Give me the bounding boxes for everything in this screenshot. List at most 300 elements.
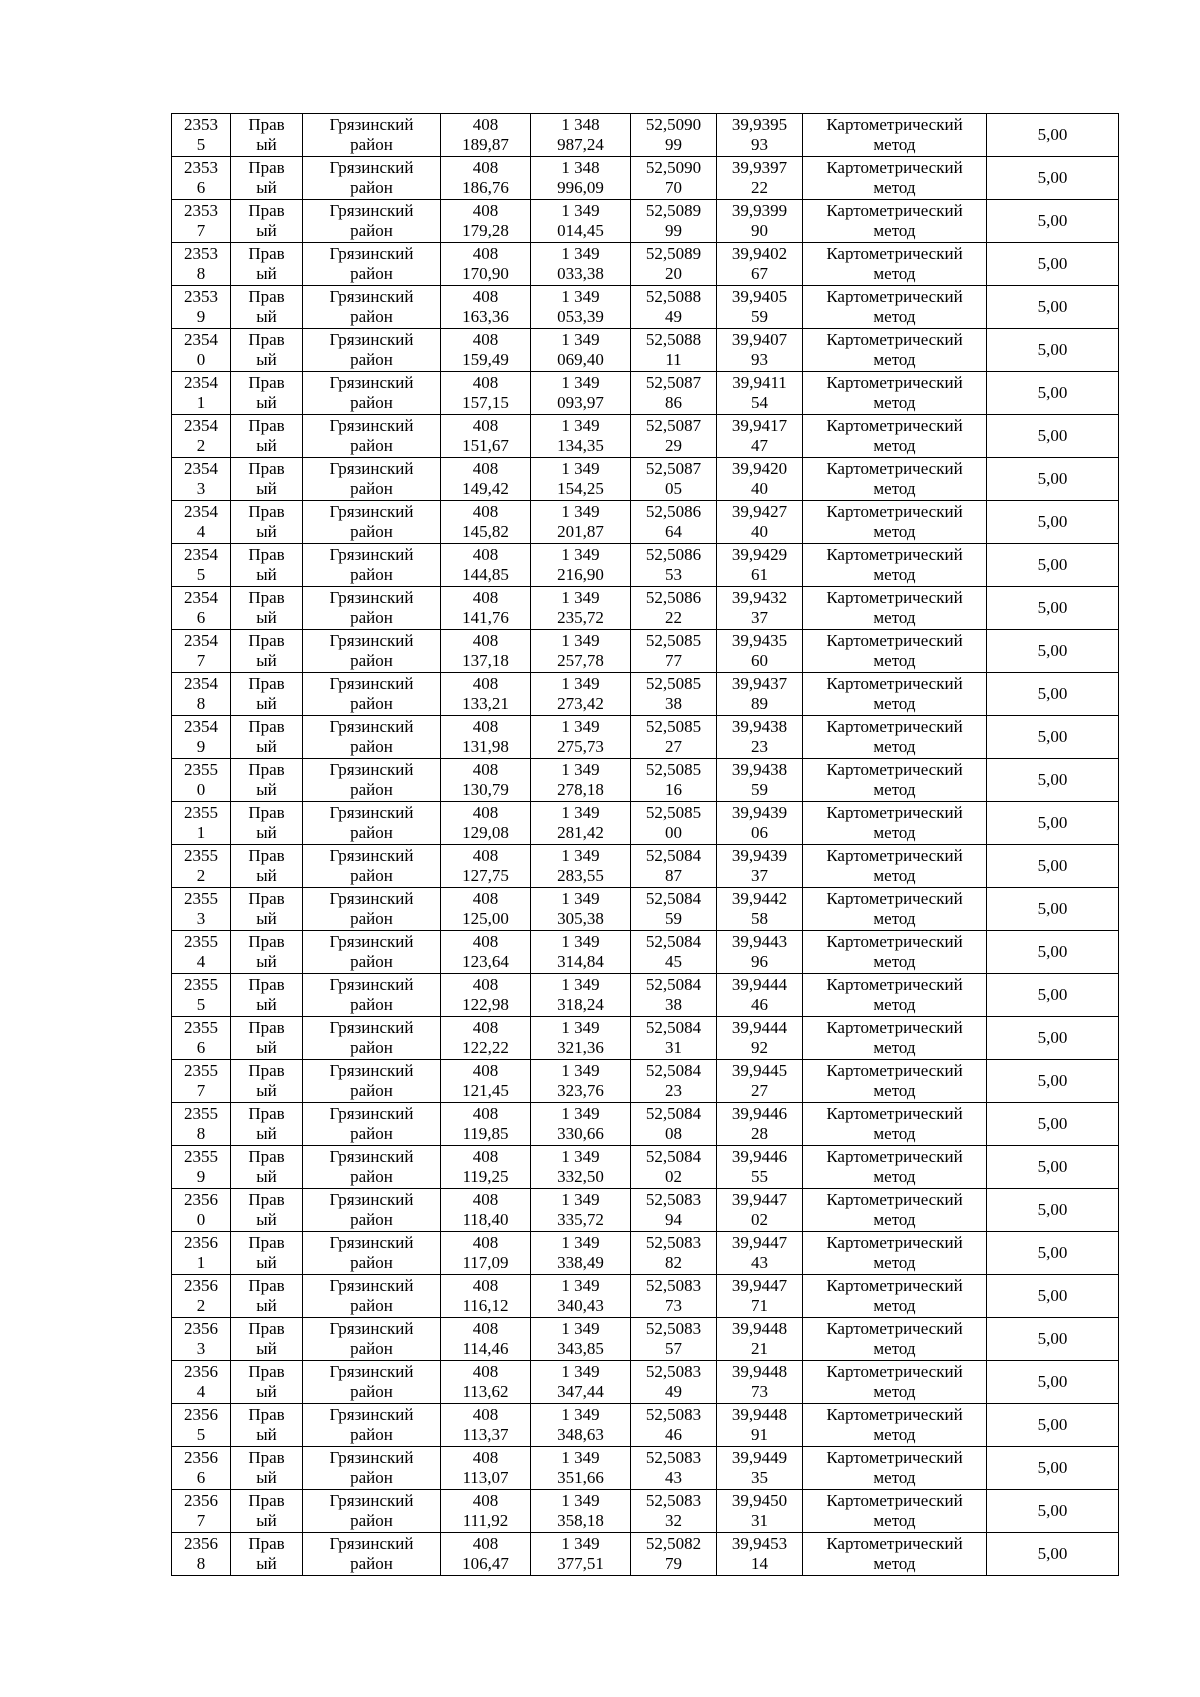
method-cell xyxy=(803,1404,987,1447)
method-cell-line: метод xyxy=(873,221,916,240)
table-row xyxy=(172,630,1119,673)
coord-y-cell-line: 275,73 xyxy=(557,737,604,756)
bank-side-cell-line: Прав xyxy=(248,1018,285,1037)
accuracy-cell: 5,00 xyxy=(987,200,1119,243)
method-cell-line: метод xyxy=(873,1339,916,1358)
district-cell-line: Грязинский xyxy=(329,1319,414,1338)
bank-side-cell xyxy=(231,974,303,1017)
point-number-cell-line: 2356 xyxy=(184,1362,218,1381)
coord-y-cell-line: 154,25 xyxy=(557,479,604,498)
table-row xyxy=(172,1361,1119,1404)
method-cell-line: Картометрический xyxy=(826,244,963,263)
point-number-cell-line: 7 xyxy=(196,1511,206,1530)
table-row xyxy=(172,114,1119,157)
bank-side-cell-line: ый xyxy=(256,1081,277,1100)
method-cell-line: Картометрический xyxy=(826,201,963,220)
point-number-cell-line: 4 xyxy=(196,952,206,971)
latitude-cell xyxy=(631,1017,717,1060)
latitude-cell-line: 99 xyxy=(665,221,682,240)
point-number-cell-line: 2354 xyxy=(184,545,218,564)
accuracy-cell: 5,00 xyxy=(987,845,1119,888)
longitude-cell-line: 39,9427 xyxy=(731,502,788,521)
coord-x-cell-line: 151,67 xyxy=(462,436,509,455)
coord-x-cell-line: 408 xyxy=(472,1448,499,1467)
accuracy-cell: 5,00 xyxy=(987,286,1119,329)
accuracy-cell: 5,00 xyxy=(987,243,1119,286)
table-row xyxy=(172,544,1119,587)
point-number-cell xyxy=(172,1361,231,1404)
bank-side-cell xyxy=(231,372,303,415)
point-number-cell-line: 8 xyxy=(196,1554,206,1573)
bank-side-cell-line: Прав xyxy=(248,1405,285,1424)
latitude-cell-line: 52,5089 xyxy=(645,201,702,220)
longitude-cell-line: 31 xyxy=(751,1511,768,1530)
point-number-cell xyxy=(172,759,231,802)
point-number-cell xyxy=(172,1318,231,1361)
point-number-cell-line: 2355 xyxy=(184,1147,218,1166)
district-cell xyxy=(303,587,441,630)
method-cell-line: метод xyxy=(873,1124,916,1143)
accuracy-cell: 5,00 xyxy=(987,1189,1119,1232)
coord-y-cell-line: 257,78 xyxy=(557,651,604,670)
district-cell xyxy=(303,1017,441,1060)
method-cell-line: Картометрический xyxy=(826,459,963,478)
point-number-cell-line: 2 xyxy=(196,436,206,455)
coord-x-cell-line: 408 xyxy=(472,330,499,349)
method-cell xyxy=(803,1017,987,1060)
district-cell-line: район xyxy=(350,1382,393,1401)
coord-y-cell-line: 343,85 xyxy=(557,1339,604,1358)
point-number-cell-line: 2 xyxy=(196,1296,206,1315)
coord-x-cell xyxy=(441,458,531,501)
coord-y-cell-line: 1 349 xyxy=(561,1448,600,1467)
point-number-cell-line: 3 xyxy=(196,1339,206,1358)
coord-x-cell xyxy=(441,1103,531,1146)
coord-x-cell xyxy=(441,544,531,587)
latitude-cell xyxy=(631,587,717,630)
coord-x-cell xyxy=(441,1318,531,1361)
latitude-cell xyxy=(631,630,717,673)
coord-y-cell-line: 321,36 xyxy=(557,1038,604,1057)
district-cell-line: район xyxy=(350,1511,393,1530)
coord-y-cell-line: 1 349 xyxy=(561,1491,600,1510)
bank-side-cell-line: ый xyxy=(256,694,277,713)
table-row xyxy=(172,501,1119,544)
method-cell xyxy=(803,157,987,200)
longitude-cell-line: 93 xyxy=(751,135,768,154)
longitude-cell-line: 39,9447 xyxy=(731,1233,788,1252)
latitude-cell xyxy=(631,329,717,372)
point-number-cell xyxy=(172,1146,231,1189)
method-cell xyxy=(803,673,987,716)
coord-x-cell-line: 408 xyxy=(472,1147,499,1166)
longitude-cell xyxy=(717,716,803,759)
coord-y-cell-line: 278,18 xyxy=(557,780,604,799)
bank-side-cell xyxy=(231,1318,303,1361)
longitude-cell xyxy=(717,200,803,243)
table-body xyxy=(172,114,1119,1576)
coord-x-cell xyxy=(441,587,531,630)
method-cell-line: Картометрический xyxy=(826,846,963,865)
bank-side-cell xyxy=(231,845,303,888)
method-cell-line: метод xyxy=(873,1554,916,1573)
latitude-cell-line: 73 xyxy=(665,1296,682,1315)
latitude-cell-line: 45 xyxy=(665,952,682,971)
coord-x-cell-line: 408 xyxy=(472,459,499,478)
longitude-cell-line: 96 xyxy=(751,952,768,971)
bank-side-cell xyxy=(231,1533,303,1576)
coord-y-cell-line: 323,76 xyxy=(557,1081,604,1100)
district-cell xyxy=(303,759,441,802)
method-cell-line: Картометрический xyxy=(826,1448,963,1467)
latitude-cell xyxy=(631,1404,717,1447)
bank-side-cell-line: Прав xyxy=(248,631,285,650)
table-row xyxy=(172,845,1119,888)
district-cell xyxy=(303,243,441,286)
table-row xyxy=(172,157,1119,200)
district-cell-line: Грязинский xyxy=(329,158,414,177)
method-cell xyxy=(803,544,987,587)
district-cell-line: Грязинский xyxy=(329,1276,414,1295)
longitude-cell xyxy=(717,372,803,415)
coord-y-cell-line: 1 349 xyxy=(561,717,600,736)
method-cell xyxy=(803,1490,987,1533)
accuracy-cell: 5,00 xyxy=(987,1103,1119,1146)
bank-side-cell xyxy=(231,1189,303,1232)
coord-x-cell xyxy=(441,329,531,372)
method-cell-line: метод xyxy=(873,909,916,928)
coord-x-cell-line: 408 xyxy=(472,1061,499,1080)
latitude-cell-line: 16 xyxy=(665,780,682,799)
latitude-cell-line: 38 xyxy=(665,694,682,713)
bank-side-cell xyxy=(231,587,303,630)
point-number-cell-line: 6 xyxy=(196,178,206,197)
table-row xyxy=(172,1404,1119,1447)
bank-side-cell xyxy=(231,1361,303,1404)
method-cell-line: метод xyxy=(873,1081,916,1100)
bank-side-cell xyxy=(231,114,303,157)
district-cell xyxy=(303,501,441,544)
district-cell-line: Грязинский xyxy=(329,1147,414,1166)
longitude-cell-line: 67 xyxy=(751,264,768,283)
coord-y-cell-line: 1 349 xyxy=(561,1276,600,1295)
accuracy-cell: 5,00 xyxy=(987,931,1119,974)
bank-side-cell-line: ый xyxy=(256,1253,277,1272)
coord-y-cell-line: 1 349 xyxy=(561,975,600,994)
latitude-cell xyxy=(631,1060,717,1103)
latitude-cell-line: 52,5084 xyxy=(645,1147,702,1166)
longitude-cell xyxy=(717,888,803,931)
point-number-cell-line: 8 xyxy=(196,694,206,713)
coord-y-cell-line: 1 349 xyxy=(561,330,600,349)
longitude-cell-line: 23 xyxy=(751,737,768,756)
district-cell-line: район xyxy=(350,479,393,498)
point-number-cell xyxy=(172,673,231,716)
latitude-cell xyxy=(631,1318,717,1361)
latitude-cell xyxy=(631,1146,717,1189)
longitude-cell-line: 40 xyxy=(751,522,768,541)
method-cell-line: метод xyxy=(873,565,916,584)
district-cell-line: район xyxy=(350,1038,393,1057)
coord-x-cell xyxy=(441,1490,531,1533)
coord-y-cell-line: 1 349 xyxy=(561,545,600,564)
point-number-cell xyxy=(172,544,231,587)
coord-x-cell xyxy=(441,802,531,845)
latitude-cell-line: 52,5085 xyxy=(645,717,702,736)
coord-x-cell xyxy=(441,759,531,802)
coord-y-cell-line: 069,40 xyxy=(557,350,604,369)
latitude-cell-line: 52,5084 xyxy=(645,846,702,865)
district-cell-line: Грязинский xyxy=(329,1448,414,1467)
latitude-cell-line: 52,5089 xyxy=(645,244,702,263)
district-cell xyxy=(303,845,441,888)
latitude-cell-line: 38 xyxy=(665,995,682,1014)
point-number-cell-line: 2356 xyxy=(184,1448,218,1467)
latitude-cell-line: 86 xyxy=(665,393,682,412)
coord-x-cell-line: 111,92 xyxy=(462,1511,509,1530)
coord-y-cell-line: 033,38 xyxy=(557,264,604,283)
coord-y-cell-line: 987,24 xyxy=(557,135,604,154)
bank-side-cell-line: Прав xyxy=(248,975,285,994)
point-number-cell xyxy=(172,587,231,630)
district-cell-line: район xyxy=(350,436,393,455)
latitude-cell-line: 52,5083 xyxy=(645,1233,702,1252)
latitude-cell-line: 52,5083 xyxy=(645,1362,702,1381)
longitude-cell-line: 39,9405 xyxy=(731,287,788,306)
bank-side-cell xyxy=(231,888,303,931)
coord-y-cell xyxy=(531,415,631,458)
bank-side-cell-line: Прав xyxy=(248,158,285,177)
method-cell-line: Картометрический xyxy=(826,1362,963,1381)
point-number-cell-line: 2355 xyxy=(184,932,218,951)
latitude-cell-line: 87 xyxy=(665,866,682,885)
bank-side-cell xyxy=(231,501,303,544)
latitude-cell-line: 46 xyxy=(665,1425,682,1444)
method-cell-line: метод xyxy=(873,436,916,455)
method-cell-line: Картометрический xyxy=(826,631,963,650)
coord-x-cell xyxy=(441,716,531,759)
coord-y-cell-line: 093,97 xyxy=(557,393,604,412)
latitude-cell-line: 11 xyxy=(665,350,682,369)
district-cell-line: район xyxy=(350,909,393,928)
latitude-cell xyxy=(631,200,717,243)
method-cell xyxy=(803,372,987,415)
point-number-cell-line: 5 xyxy=(196,1425,206,1444)
longitude-cell-line: 92 xyxy=(751,1038,768,1057)
coord-y-cell xyxy=(531,286,631,329)
coord-x-cell-line: 170,90 xyxy=(462,264,509,283)
coord-x-cell-line: 408 xyxy=(472,545,499,564)
district-cell-line: Грязинский xyxy=(329,373,414,392)
coord-y-cell-line: 348,63 xyxy=(557,1425,604,1444)
bank-side-cell xyxy=(231,630,303,673)
method-cell-line: Картометрический xyxy=(826,545,963,564)
point-number-cell-line: 1 xyxy=(196,1253,206,1272)
coord-x-cell-line: 408 xyxy=(472,115,499,134)
latitude-cell xyxy=(631,1361,717,1404)
coord-y-cell-line: 332,50 xyxy=(557,1167,604,1186)
longitude-cell xyxy=(717,157,803,200)
district-cell-line: район xyxy=(350,135,393,154)
point-number-cell-line: 2355 xyxy=(184,889,218,908)
point-number-cell-line: 6 xyxy=(196,1038,206,1057)
latitude-cell xyxy=(631,501,717,544)
bank-side-cell-line: ый xyxy=(256,264,277,283)
longitude-cell-line: 91 xyxy=(751,1425,768,1444)
accuracy-cell: 5,00 xyxy=(987,114,1119,157)
coord-y-cell-line: 1 349 xyxy=(561,1319,600,1338)
longitude-cell-line: 37 xyxy=(751,608,768,627)
point-number-cell-line: 4 xyxy=(196,1382,206,1401)
bank-side-cell-line: ый xyxy=(256,995,277,1014)
latitude-cell-line: 52,5088 xyxy=(645,287,702,306)
method-cell-line: Картометрический xyxy=(826,674,963,693)
longitude-cell-line: 89 xyxy=(751,694,768,713)
coord-y-cell-line: 335,72 xyxy=(557,1210,604,1229)
district-cell-line: Грязинский xyxy=(329,545,414,564)
longitude-cell-line: 39,9438 xyxy=(731,760,788,779)
table-row xyxy=(172,286,1119,329)
latitude-cell xyxy=(631,458,717,501)
coord-y-cell-line: 235,72 xyxy=(557,608,604,627)
latitude-cell xyxy=(631,1447,717,1490)
district-cell xyxy=(303,1232,441,1275)
accuracy-cell: 5,00 xyxy=(987,759,1119,802)
bank-side-cell-line: Прав xyxy=(248,1147,285,1166)
method-cell-line: метод xyxy=(873,651,916,670)
method-cell xyxy=(803,716,987,759)
bank-side-cell-line: Прав xyxy=(248,1491,285,1510)
latitude-cell-line: 82 xyxy=(665,1253,682,1272)
latitude-cell-line: 52,5085 xyxy=(645,803,702,822)
coord-x-cell-line: 408 xyxy=(472,416,499,435)
district-cell-line: Грязинский xyxy=(329,932,414,951)
table-row xyxy=(172,458,1119,501)
coord-y-cell-line: 1 349 xyxy=(561,932,600,951)
longitude-cell-line: 39,9447 xyxy=(731,1190,788,1209)
coord-x-cell-line: 141,76 xyxy=(462,608,509,627)
coord-y-cell xyxy=(531,1146,631,1189)
district-cell-line: Грязинский xyxy=(329,244,414,263)
coord-x-cell-line: 125,00 xyxy=(462,909,509,928)
longitude-cell xyxy=(717,673,803,716)
longitude-cell xyxy=(717,1318,803,1361)
district-cell-line: район xyxy=(350,1425,393,1444)
longitude-cell xyxy=(717,1490,803,1533)
bank-side-cell xyxy=(231,1017,303,1060)
coord-y-cell xyxy=(531,200,631,243)
latitude-cell xyxy=(631,544,717,587)
bank-side-cell xyxy=(231,1447,303,1490)
method-cell xyxy=(803,1146,987,1189)
table-row xyxy=(172,1447,1119,1490)
bank-side-cell-line: ый xyxy=(256,350,277,369)
latitude-cell xyxy=(631,716,717,759)
bank-side-cell xyxy=(231,1060,303,1103)
point-number-cell-line: 2355 xyxy=(184,803,218,822)
longitude-cell-line: 60 xyxy=(751,651,768,670)
longitude-cell-line: 39,9446 xyxy=(731,1104,788,1123)
longitude-cell xyxy=(717,286,803,329)
accuracy-cell: 5,00 xyxy=(987,157,1119,200)
accuracy-cell: 5,00 xyxy=(987,1404,1119,1447)
coord-y-cell xyxy=(531,1361,631,1404)
latitude-cell-line: 52,5083 xyxy=(645,1319,702,1338)
coord-y-cell xyxy=(531,802,631,845)
latitude-cell-line: 94 xyxy=(665,1210,682,1229)
district-cell xyxy=(303,157,441,200)
bank-side-cell-line: ый xyxy=(256,866,277,885)
point-number-cell-line: 2355 xyxy=(184,1018,218,1037)
coord-y-cell xyxy=(531,1103,631,1146)
longitude-cell-line: 43 xyxy=(751,1253,768,1272)
coord-x-cell-line: 129,08 xyxy=(462,823,509,842)
coord-x-cell xyxy=(441,243,531,286)
coord-y-cell-line: 1 348 xyxy=(561,158,600,177)
method-cell xyxy=(803,1060,987,1103)
coord-x-cell-line: 408 xyxy=(472,1319,499,1338)
district-cell-line: Грязинский xyxy=(329,717,414,736)
latitude-cell xyxy=(631,1490,717,1533)
district-cell-line: район xyxy=(350,1296,393,1315)
coord-y-cell xyxy=(531,716,631,759)
coord-x-cell-line: 408 xyxy=(472,287,499,306)
district-cell-line: Грязинский xyxy=(329,416,414,435)
method-cell-line: метод xyxy=(873,479,916,498)
coord-x-cell-line: 163,36 xyxy=(462,307,509,326)
table-row xyxy=(172,1318,1119,1361)
method-cell xyxy=(803,1189,987,1232)
point-number-cell-line: 4 xyxy=(196,522,206,541)
coord-x-cell xyxy=(441,415,531,458)
point-number-cell xyxy=(172,329,231,372)
table-row xyxy=(172,974,1119,1017)
point-number-cell-line: 9 xyxy=(196,737,206,756)
bank-side-cell-line: Прав xyxy=(248,803,285,822)
bank-side-cell-line: ый xyxy=(256,1425,277,1444)
latitude-cell xyxy=(631,286,717,329)
latitude-cell-line: 52,5088 xyxy=(645,330,702,349)
accuracy-cell: 5,00 xyxy=(987,458,1119,501)
coord-x-cell xyxy=(441,673,531,716)
method-cell-line: Картометрический xyxy=(826,889,963,908)
coord-y-cell-line: 1 349 xyxy=(561,846,600,865)
point-number-cell xyxy=(172,458,231,501)
bank-side-cell-line: Прав xyxy=(248,889,285,908)
latitude-cell xyxy=(631,1533,717,1576)
coord-y-cell-line: 347,44 xyxy=(557,1382,604,1401)
longitude-cell-line: 39,9448 xyxy=(731,1405,788,1424)
latitude-cell-line: 52,5083 xyxy=(645,1448,702,1467)
bank-side-cell xyxy=(231,802,303,845)
coord-x-cell-line: 408 xyxy=(472,158,499,177)
district-cell-line: Грязинский xyxy=(329,1061,414,1080)
coord-x-cell-line: 113,62 xyxy=(462,1382,509,1401)
latitude-cell-line: 79 xyxy=(665,1554,682,1573)
longitude-cell xyxy=(717,1533,803,1576)
coord-x-cell-line: 408 xyxy=(472,631,499,650)
coord-x-cell-line: 408 xyxy=(472,1018,499,1037)
latitude-cell-line: 52,5085 xyxy=(645,760,702,779)
bank-side-cell xyxy=(231,200,303,243)
point-number-cell xyxy=(172,802,231,845)
district-cell-line: район xyxy=(350,1081,393,1100)
bank-side-cell xyxy=(231,286,303,329)
bank-side-cell-line: ый xyxy=(256,737,277,756)
coord-y-cell xyxy=(531,114,631,157)
longitude-cell-line: 47 xyxy=(751,436,768,455)
longitude-cell-line: 59 xyxy=(751,307,768,326)
